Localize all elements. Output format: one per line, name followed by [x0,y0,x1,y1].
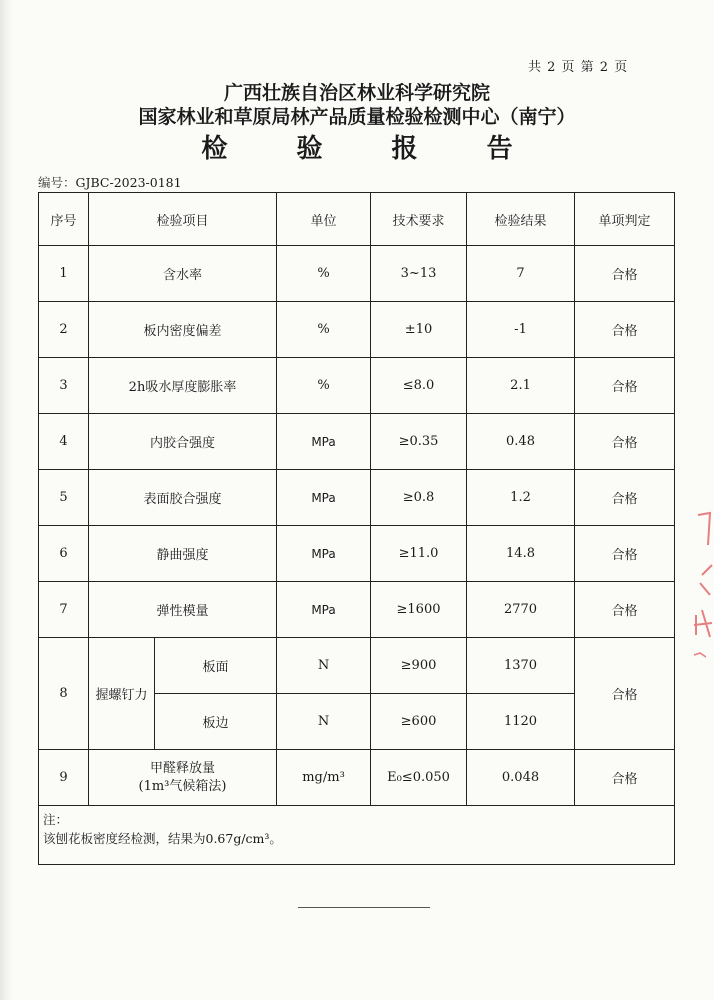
row-subitem: 板边 [155,694,277,750]
document-title: 检 验 报 告 [201,134,543,164]
row-item-line1: 甲醛释放量 [150,760,216,776]
row-result: 1.2 [467,470,575,526]
row-item-line2: (1m³气候箱法) [138,778,227,794]
row-requirement: ≥0.35 [371,414,467,470]
row-verdict: 合格 [575,302,675,358]
row-verdict: 合格 [575,582,675,638]
table-row [39,358,675,414]
row-result: -1 [467,302,575,358]
row-item: 握螺钉力 [89,638,155,750]
col-header-unit: 单位 [277,193,371,246]
row-unit: N [277,638,371,694]
col-header-verdict: 单项判定 [575,193,675,246]
row-no: 7 [39,582,89,638]
signature-line [298,907,430,908]
col-header-requirement: 技术要求 [371,193,467,246]
row-no: 6 [39,526,89,582]
row-requirement: ≥1600 [371,582,467,638]
row-requirement: ≥11.0 [371,526,467,582]
note-text: 该刨花板密度经检测，结果为0.67g/cm³。 [43,831,282,846]
row-unit: mg/m³ [277,750,371,806]
row-item [89,750,277,806]
row-requirement: 3~13 [371,246,467,302]
row-unit: % [277,358,371,414]
note-row [39,806,675,865]
row-unit: % [277,246,371,302]
table-row [39,750,675,806]
row-result: 0.048 [467,750,575,806]
row-item: 2h吸水厚度膨胀率 [89,358,277,414]
row-no: 1 [39,246,89,302]
report-number [38,173,182,191]
stamp-marks [688,505,714,665]
row-unit: MPa [277,470,371,526]
row-no: 9 [39,750,89,806]
row-item: 内胶合强度 [89,414,277,470]
row-verdict: 合格 [575,414,675,470]
row-verdict: 合格 [575,358,675,414]
row-result: 14.8 [467,526,575,582]
row-item: 静曲强度 [89,526,277,582]
row-item: 板内密度偏差 [89,302,277,358]
row-verdict: 合格 [575,246,675,302]
row-result: 7 [467,246,575,302]
row-requirement: ±10 [371,302,467,358]
row-no: 8 [39,638,89,750]
report-number-label: 编号： [38,175,76,190]
report-number-value: GJBC-2023-0181 [75,175,182,190]
row-no: 3 [39,358,89,414]
note-cell [39,806,675,865]
organization-name: 广西壮族自治区林业科学研究院 [223,82,490,104]
table-row [39,302,675,358]
row-result: 1370 [467,638,575,694]
row-subitem: 板面 [155,638,277,694]
row-item: 含水率 [89,246,277,302]
row-result: 2.1 [467,358,575,414]
row-unit: N [277,694,371,750]
table-row [39,470,675,526]
table-header-row [39,193,675,246]
row-verdict: 合格 [575,470,675,526]
note-label: 注： [43,812,69,827]
row-no: 2 [39,302,89,358]
row-item: 表面胶合强度 [89,470,277,526]
table-row [39,582,675,638]
row-item: 弹性模量 [89,582,277,638]
row-result: 1120 [467,694,575,750]
row-verdict: 合格 [575,526,675,582]
row-requirement: ≥900 [371,638,467,694]
row-unit: MPa [277,414,371,470]
page-count: 共 2 页 第 2 页 [528,60,629,75]
table-row [39,526,675,582]
row-requirement: ≥0.8 [371,470,467,526]
results-table [38,192,675,865]
row-no: 4 [39,414,89,470]
table-row [39,246,675,302]
row-verdict: 合格 [575,638,675,750]
row-requirement: ≤8.0 [371,358,467,414]
col-header-no: 序号 [39,193,89,246]
stamp-fragment [688,505,714,665]
row-result: 0.48 [467,414,575,470]
row-unit: % [277,302,371,358]
row-result: 2770 [467,582,575,638]
row-unit: MPa [277,526,371,582]
row-requirement: ≥600 [371,694,467,750]
col-header-item: 检验项目 [89,193,277,246]
table-row [39,638,675,694]
row-requirement: E₀≤0.050 [371,750,467,806]
row-no: 5 [39,470,89,526]
table-row [39,414,675,470]
testing-center-name: 国家林业和草原局林产品质量检验检测中心（南宁） [138,106,576,128]
row-unit: MPa [277,582,371,638]
col-header-result: 检验结果 [467,193,575,246]
row-verdict: 合格 [575,750,675,806]
